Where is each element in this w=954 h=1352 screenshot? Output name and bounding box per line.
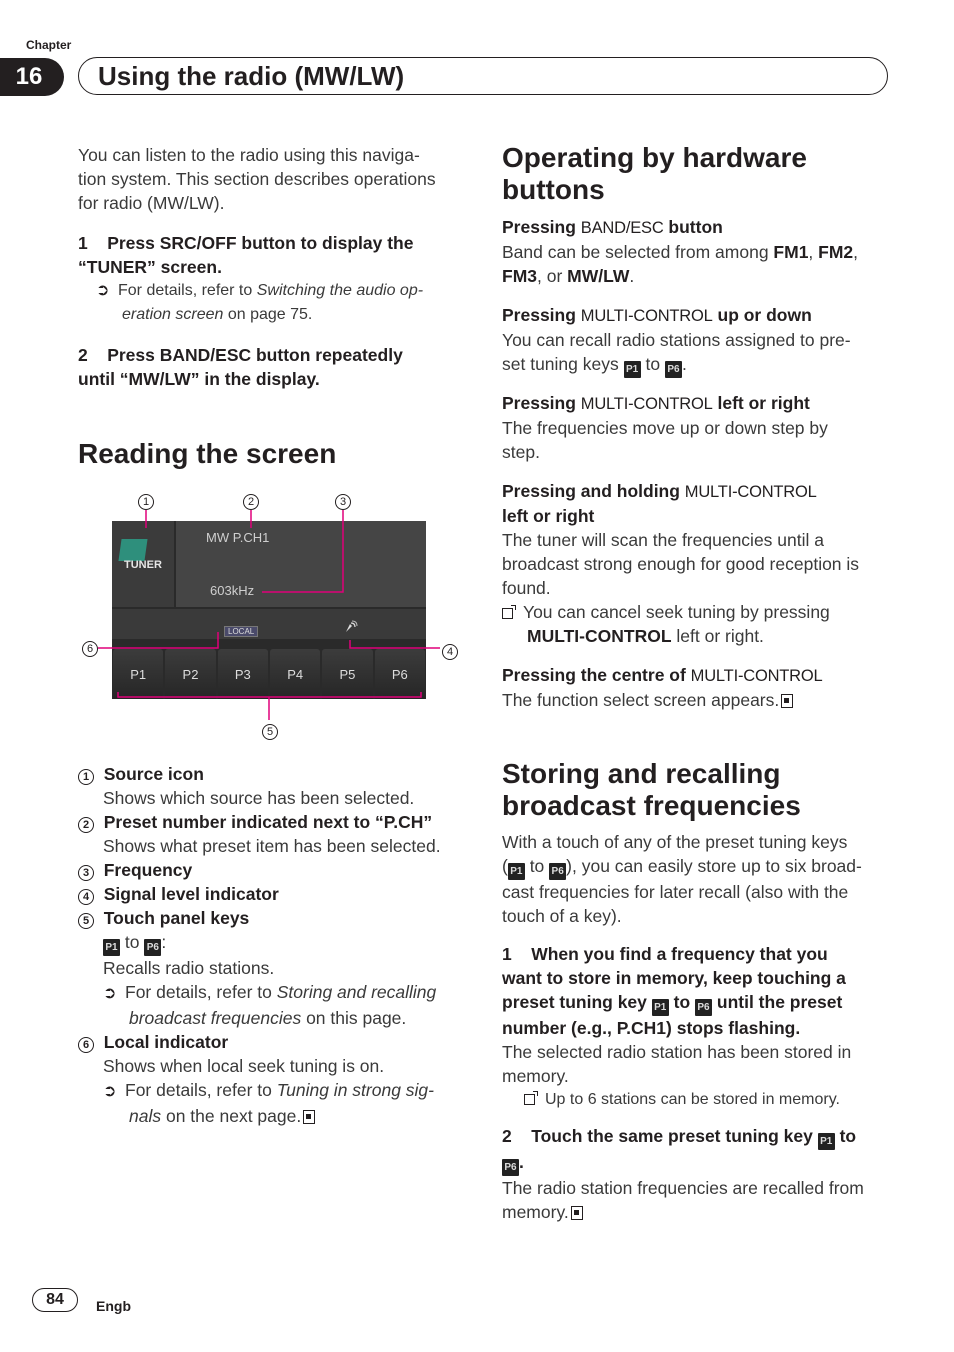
note-text: For details, refer to xyxy=(118,282,257,299)
touch-panel-keys xyxy=(112,649,426,699)
note-text: on this page. xyxy=(301,1008,407,1028)
note-text: Up to 6 stations can be stored in memory. xyxy=(545,1091,840,1108)
signal-level-icon xyxy=(344,620,358,634)
body-text: memory. xyxy=(502,1066,569,1086)
arrow-icon: ➲ xyxy=(103,985,117,1002)
tuner-label: TUNER xyxy=(124,559,162,571)
item-description: Shows which source has been selected. xyxy=(103,788,415,808)
note-text: on page 75. xyxy=(223,306,313,323)
step-number: 1 xyxy=(502,944,512,964)
end-mark-icon xyxy=(571,1206,583,1220)
legend-item xyxy=(78,858,468,882)
checkbox-bullet-icon xyxy=(524,1094,535,1105)
p6-key-icon: P6 xyxy=(665,361,682,378)
body-text: With a touch of any of the preset tuning keys xyxy=(502,832,848,852)
subheading-text: Pressing xyxy=(502,217,581,237)
body-text: , or xyxy=(537,266,568,286)
store-step-2 xyxy=(502,1124,902,1224)
body-text: You can recall radio stations assigned to pre- xyxy=(502,330,851,350)
chapter-label: Chapter xyxy=(26,38,72,52)
cross-reference: nals xyxy=(129,1106,162,1126)
body-text: ( xyxy=(502,856,508,876)
subheading-text: button xyxy=(663,217,723,237)
cross-reference: broadcast frequencies xyxy=(129,1008,302,1028)
step-text: Press BAND/ESC button repeatedly xyxy=(107,345,403,365)
local-indicator: LOCAL xyxy=(224,626,258,637)
p1-key-icon: P1 xyxy=(652,999,669,1016)
p1-key-icon: P1 xyxy=(508,863,525,880)
heading-line: Storing and recalling xyxy=(502,758,781,789)
band-name: MW/LW xyxy=(567,266,630,286)
subheading-text: Pressing xyxy=(502,393,581,413)
step-text: Press SRC/OFF button to display the xyxy=(107,233,414,253)
p1-key-icon: P1 xyxy=(103,939,120,956)
item-number: 6 xyxy=(78,1037,94,1053)
body-text: . xyxy=(681,354,687,374)
band-section xyxy=(502,215,902,288)
button-name: MULTI-CONTROL xyxy=(580,395,713,413)
subheading-text: Pressing the centre of xyxy=(502,665,691,685)
arrow-icon: ➲ xyxy=(96,282,110,299)
body-text: set tuning keys xyxy=(502,354,624,374)
step-text: until “MW/LW” in the display. xyxy=(78,369,320,389)
legend-item xyxy=(78,906,468,930)
callout-5: 5 xyxy=(262,724,278,740)
preset-key-p2[interactable]: P2 xyxy=(165,649,215,699)
end-mark-icon xyxy=(781,694,793,708)
band-name: FM1 xyxy=(773,242,809,262)
item-6-note xyxy=(78,1078,468,1128)
callout-2: 2 xyxy=(243,494,259,510)
step-number: 1 xyxy=(78,233,88,253)
item-text: to xyxy=(120,932,145,952)
step-1-note xyxy=(96,279,468,327)
p1-key-icon: P1 xyxy=(624,361,641,378)
step-text: want to store in memory, keep touching a xyxy=(502,968,846,988)
note-text: You can cancel seek tuning by pressing xyxy=(523,602,830,622)
step-text: Touch the same preset tuning key xyxy=(531,1126,818,1146)
reading-screen-heading: Reading the screen xyxy=(78,438,337,469)
screen-legend xyxy=(78,762,468,1128)
band-name: FM3 xyxy=(502,266,537,286)
item-5-note xyxy=(78,980,468,1030)
legend-item xyxy=(78,1030,468,1054)
cross-reference: eration screen xyxy=(122,306,224,323)
heading-line: buttons xyxy=(502,174,605,205)
step-2-heading xyxy=(78,343,468,391)
storing-intro xyxy=(502,830,902,928)
note-text: left or right. xyxy=(671,626,764,646)
body-text: ), you can easily store up to six broad- xyxy=(566,856,862,876)
status-bar xyxy=(112,609,426,639)
p6-key-icon: P6 xyxy=(549,863,566,880)
body-text: The frequencies move up or down step by xyxy=(502,418,828,438)
preset-number-display: MW P.CH1 xyxy=(206,530,270,545)
subheading-text: up or down xyxy=(712,305,812,325)
subheading-text: Pressing xyxy=(502,305,581,325)
callout-1: 1 xyxy=(138,494,154,510)
button-name: MULTI-CONTROL xyxy=(690,667,823,685)
page-number: 84 xyxy=(32,1288,78,1312)
hardware-buttons-heading xyxy=(502,142,902,206)
chapter-title: Using the radio (MW/LW) xyxy=(98,61,405,91)
body-text: The tuner will scan the frequencies until a xyxy=(502,530,824,550)
arrow-icon: ➲ xyxy=(103,1083,117,1100)
step-text: . xyxy=(519,1152,524,1172)
preset-key-p4[interactable]: P4 xyxy=(270,649,320,699)
p6-key-icon: P6 xyxy=(695,999,712,1016)
heading-line: broadcast frequencies xyxy=(502,790,801,821)
intro-line: for radio (MW/LW). xyxy=(78,193,225,213)
preset-key-p3[interactable]: P3 xyxy=(218,649,268,699)
cross-reference: Tuning in strong sig- xyxy=(276,1080,434,1100)
body-text: , xyxy=(853,242,859,262)
item-title: Source icon xyxy=(103,764,204,784)
item-title: Local indicator xyxy=(103,1032,229,1052)
item-number: 4 xyxy=(78,889,94,905)
button-name: MULTI-CONTROL xyxy=(684,483,817,501)
subheading-text: left or right xyxy=(712,393,810,413)
body-text: The function select screen appears. xyxy=(502,690,780,710)
button-name: MULTI-CONTROL xyxy=(580,307,713,325)
body-text: . xyxy=(629,266,635,286)
item-description: Shows what preset item has been selected. xyxy=(103,836,441,856)
tuner-screen-figure xyxy=(112,521,426,699)
item-number: 3 xyxy=(78,865,94,881)
step-text: preset tuning key xyxy=(502,992,652,1012)
p6-key-icon: P6 xyxy=(144,939,161,956)
step-text: “TUNER” screen. xyxy=(78,257,222,277)
body-text: cast frequencies for later recall (also with the xyxy=(502,882,849,902)
item-title: Frequency xyxy=(103,860,193,880)
button-name: MULTI-CONTROL xyxy=(527,626,672,646)
step-number: 2 xyxy=(502,1126,512,1146)
cross-reference: Storing and recalling xyxy=(276,982,437,1002)
item-description: Shows when local seek tuning is on. xyxy=(103,1056,385,1076)
cross-reference: Switching the audio op- xyxy=(256,282,424,299)
store-step-1 xyxy=(502,942,902,1112)
hold-section xyxy=(502,479,902,648)
body-text: touch of a key). xyxy=(502,906,622,926)
step-text: to xyxy=(834,1126,857,1146)
body-text: , xyxy=(808,242,819,262)
callout-6: 6 xyxy=(82,641,98,657)
intro-line: You can listen to the radio using this naviga- xyxy=(78,145,420,165)
callout-3: 3 xyxy=(335,494,351,510)
end-mark-icon xyxy=(303,1110,315,1124)
band-name: FM2 xyxy=(818,242,854,262)
body-text: memory. xyxy=(502,1202,569,1222)
legend-item xyxy=(78,810,468,834)
step-text: to xyxy=(668,992,696,1012)
body-text: Band can be selected from among xyxy=(502,242,774,262)
body-text: found. xyxy=(502,578,551,598)
frequency-display: 603kHz xyxy=(210,583,255,598)
body-text: The selected radio station has been stored in xyxy=(502,1042,852,1062)
chapter-number: 16 xyxy=(0,58,64,96)
step-text: number (e.g., P.CH1) stops flashing. xyxy=(502,1018,801,1038)
preset-key-p6[interactable]: P6 xyxy=(375,649,425,699)
note-text: For details, refer to xyxy=(125,1080,277,1100)
preset-key-p5[interactable]: P5 xyxy=(322,649,372,699)
note-text: on the next page. xyxy=(161,1106,302,1126)
item-number: 5 xyxy=(78,913,94,929)
p6-key-icon: P6 xyxy=(502,1159,519,1176)
step-1-heading xyxy=(78,231,468,279)
legend-item xyxy=(78,762,468,786)
p1-key-icon: P1 xyxy=(818,1133,835,1150)
body-text: to xyxy=(524,856,550,876)
step-number: 2 xyxy=(78,345,88,365)
subheading-text: left or right xyxy=(502,506,595,526)
item-description: Recalls radio stations. xyxy=(103,958,275,978)
heading-line: Operating by hardware xyxy=(502,142,807,173)
body-text: to xyxy=(640,354,665,374)
item-title: Touch panel keys xyxy=(103,908,250,928)
item-number: 1 xyxy=(78,769,94,785)
up-down-section xyxy=(502,303,902,378)
intro-line: tion system. This section describes operations xyxy=(78,169,436,189)
subheading-text: Pressing and holding xyxy=(502,481,685,501)
intro-paragraph xyxy=(78,143,468,215)
body-text: The radio station frequencies are recalled from xyxy=(502,1178,864,1198)
left-right-section xyxy=(502,391,902,464)
checkbox-bullet-icon xyxy=(502,608,513,619)
preset-key-p1[interactable]: P1 xyxy=(113,649,163,699)
item-5-keys xyxy=(78,930,468,956)
note-text: For details, refer to xyxy=(125,982,277,1002)
centre-section xyxy=(502,663,902,712)
button-name: BAND/ESC xyxy=(580,219,664,237)
step-text: When you find a frequency that you xyxy=(531,944,828,964)
step-text: until the preset xyxy=(712,992,843,1012)
language-code: Engb xyxy=(96,1298,131,1314)
body-text: broadcast strong enough for good reception is xyxy=(502,554,860,574)
body-text: step. xyxy=(502,442,540,462)
item-text: : xyxy=(161,932,167,952)
item-title: Preset number indicated next to “P.CH” xyxy=(103,812,433,832)
item-number: 2 xyxy=(78,817,94,833)
callout-4: 4 xyxy=(442,644,458,660)
tuner-source-icon xyxy=(118,539,147,561)
item-title: Signal level indicator xyxy=(103,884,279,904)
legend-item xyxy=(78,882,468,906)
storing-heading xyxy=(502,758,902,822)
